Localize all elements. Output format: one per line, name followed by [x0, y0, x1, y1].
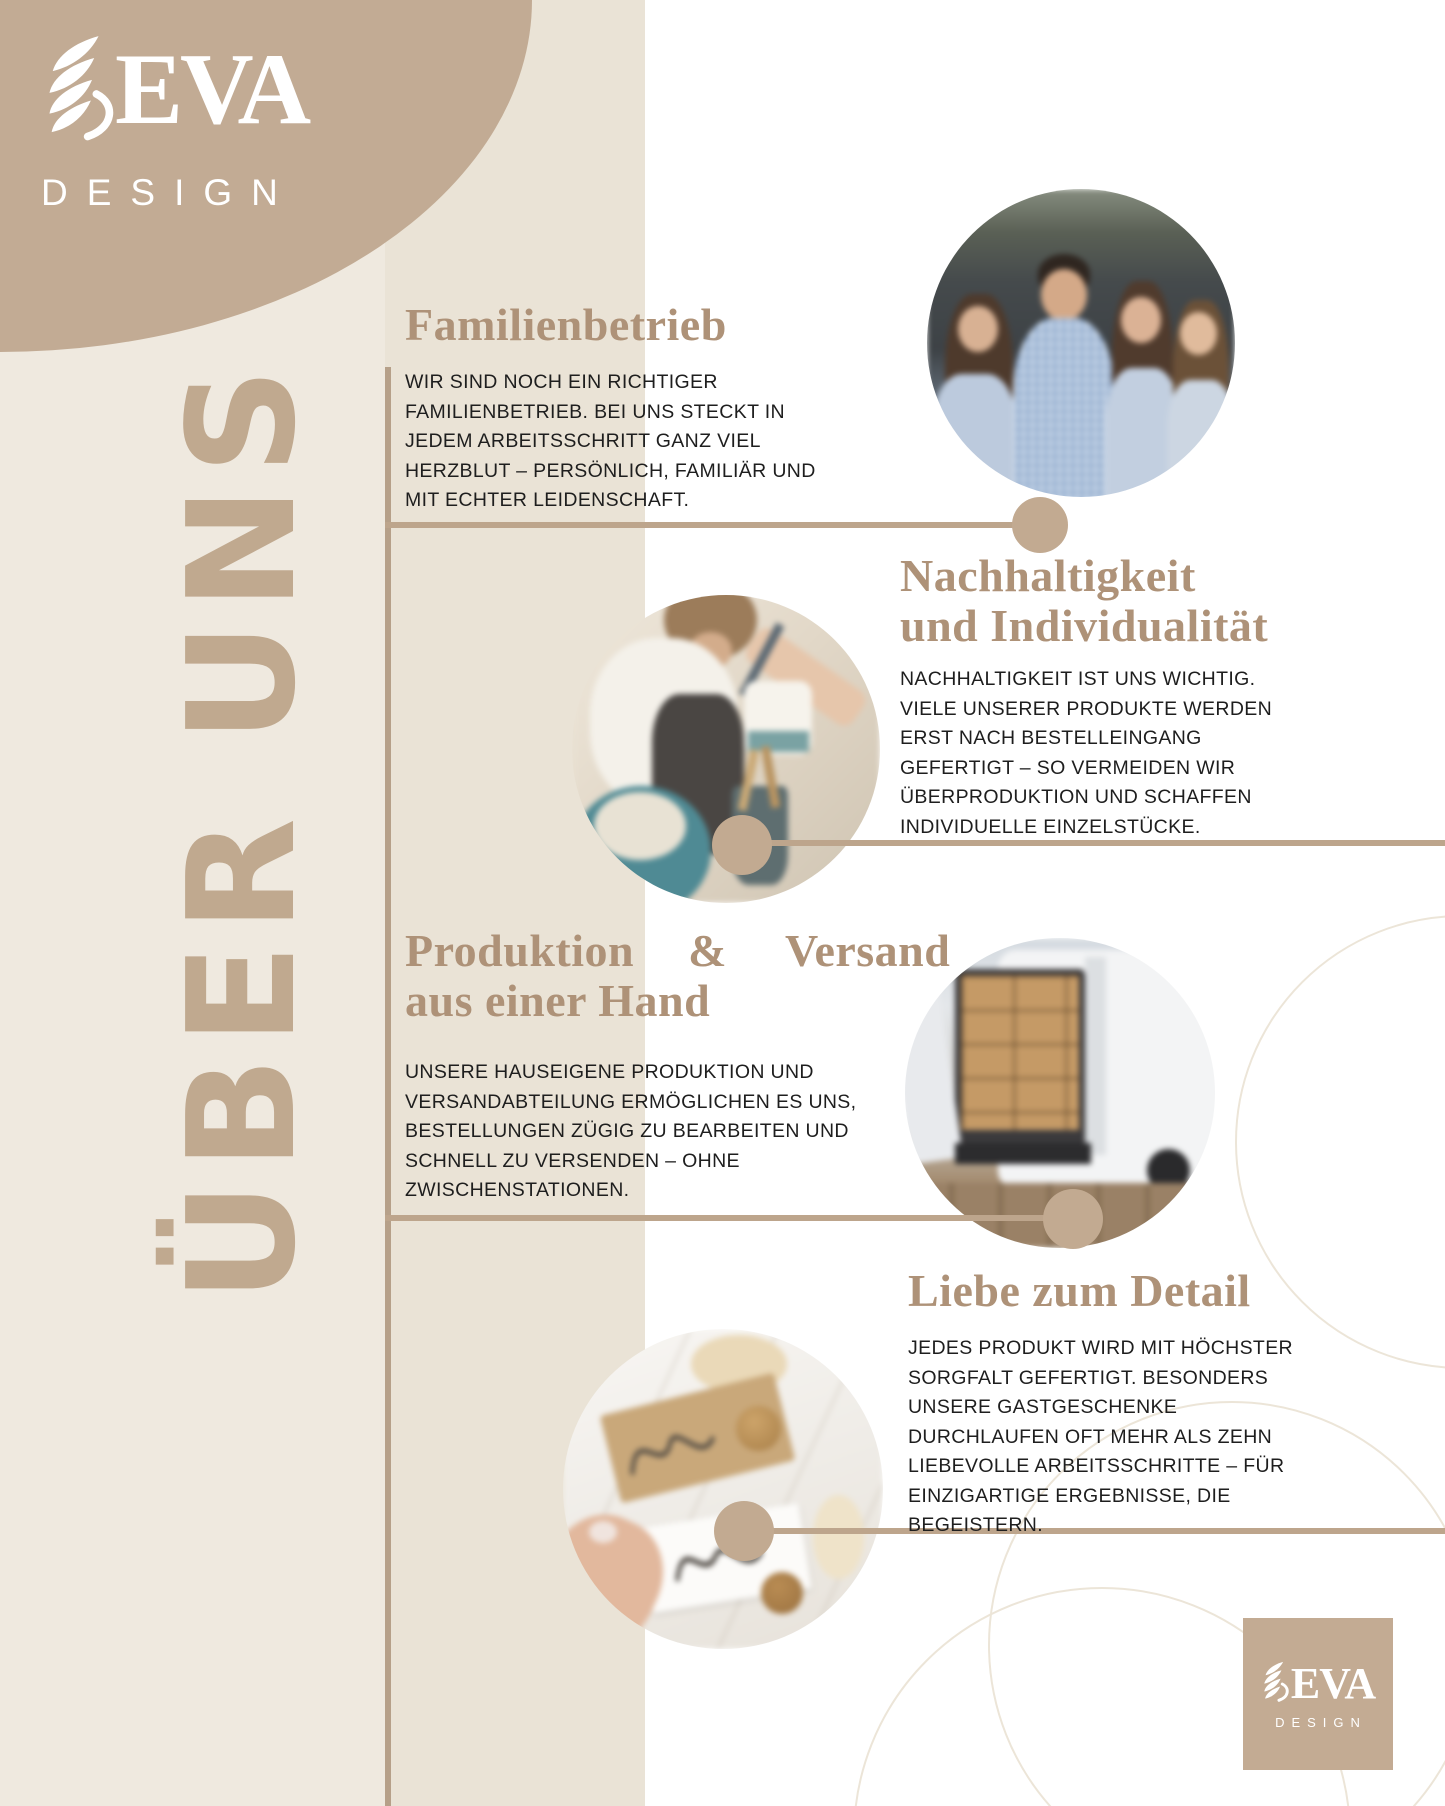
- body-line: GEFERTIGT – SO VERMEIDEN WIR: [900, 756, 1236, 779]
- timeline-dot: [714, 1501, 774, 1561]
- family-team-photo: [927, 189, 1235, 497]
- photo-shape: [958, 306, 998, 352]
- wax-seal-shape: [761, 1572, 803, 1614]
- decorative-circle-outline: [1235, 915, 1445, 1369]
- title-part: Produktion: [405, 925, 635, 976]
- body-line: SCHNELL ZU VERSENDEN – OHNE: [405, 1149, 740, 1172]
- timeline-vertical-line: [385, 367, 391, 1806]
- section-nachhaltigkeit-body: [900, 665, 1272, 842]
- body-line: LIEBEVOLLE ARBEITSSCHRITTE – FÜR: [908, 1455, 1285, 1477]
- body-line: INDIVIDUELLE EINZELSTÜCKE.: [900, 815, 1201, 838]
- leaf-icon: [1261, 1661, 1291, 1707]
- brand-name: EVA: [115, 33, 309, 146]
- body-line: WIR SIND NOCH EIN RICHTIGER: [405, 371, 718, 393]
- section-familienbetrieb-title: Familienbetrieb: [405, 299, 727, 350]
- timeline-connector: [385, 522, 1040, 528]
- timeline-connector: [385, 1215, 1073, 1221]
- section-familienbetrieb-body: [405, 368, 816, 516]
- brand-logo-footer: [1243, 1618, 1393, 1770]
- leaf-icon: [39, 34, 121, 154]
- body-line: ÜBERPRODUKTION UND SCHAFFEN: [900, 786, 1252, 808]
- section-produktion-versand-title: [405, 926, 950, 1026]
- body-line: FAMILIENBETRIEB. BEI UNS STECKT IN: [405, 400, 785, 423]
- title-line: und Individualität: [900, 600, 1269, 651]
- photo-illustration: [927, 189, 1235, 497]
- body-line: EINZIGARTIGE ERGEBNISSE, DIE: [908, 1484, 1231, 1507]
- brand-logo: [39, 20, 459, 230]
- title-line: [405, 926, 950, 976]
- wax-seal-shape: [736, 1406, 781, 1451]
- body-line: BESTELLUNGEN ZÜGIG ZU BEARBEITEN UND: [405, 1120, 849, 1142]
- body-line: ZWISCHENSTATIONEN.: [405, 1179, 630, 1201]
- section-liebe-zum-detail-body: [908, 1334, 1293, 1541]
- title-line: aus einer Hand: [405, 975, 711, 1026]
- timeline-dot: [712, 815, 772, 875]
- photo-shape: [813, 1495, 864, 1578]
- body-line: JEDES PRODUKT WIRD MIT HÖCHSTER: [908, 1337, 1293, 1359]
- body-line: MIT ECHTER LEIDENSCHAFT.: [405, 489, 690, 511]
- body-line: HERZBLUT – PERSÖNLICH, FAMILIÄR UND: [405, 459, 816, 482]
- timeline-dot: [1043, 1189, 1103, 1249]
- brand-logo-row: [1261, 1658, 1375, 1709]
- brand-subtitle: DESIGN: [1275, 1715, 1367, 1730]
- photo-shape: [1121, 297, 1161, 343]
- photo-illustration: [563, 1329, 883, 1649]
- title-part: Versand: [784, 925, 951, 976]
- body-line: VIELE UNSERER PRODUKTE WERDEN: [900, 697, 1273, 720]
- brand-subtitle: DESIGN: [41, 172, 297, 213]
- photo-shape: [961, 975, 1079, 1130]
- body-line: DURCHLAUFEN OFT MEHR ALS ZEHN: [908, 1425, 1273, 1448]
- photo-shape: [955, 1143, 1091, 1165]
- page-title: ÜBER UNS: [156, 355, 328, 1302]
- body-line: SORGFALT GEFERTIGT. BESONDERS: [908, 1366, 1269, 1389]
- photo-shape: [1085, 957, 1107, 1155]
- photo-shape: [1180, 312, 1217, 355]
- photo-shape: [594, 792, 686, 860]
- body-line: VERSANDABTEILUNG ERMÖGLICHEN ES UNS,: [405, 1090, 857, 1113]
- timeline-dot: [1012, 497, 1068, 553]
- photo-shape: [1167, 380, 1235, 497]
- photo-shape: [1013, 318, 1115, 497]
- body-line: ERST NACH BESTELLEINGANG: [900, 727, 1202, 749]
- title-part: &: [688, 925, 727, 976]
- photo-shape: [933, 374, 1016, 497]
- photo-shape: [748, 731, 810, 753]
- section-produktion-versand-body: [405, 1058, 856, 1206]
- body-line: UNSERE HAUSEIGENE PRODUKTION UND: [405, 1061, 814, 1083]
- section-nachhaltigkeit-title: [900, 551, 1268, 651]
- place-cards-photo: [563, 1329, 883, 1649]
- body-line: NACHHALTIGKEIT IST UNS WICHTIG.: [900, 668, 1256, 690]
- brand-name: EVA: [1290, 1659, 1376, 1708]
- title-line: Nachhaltigkeit: [900, 550, 1196, 601]
- body-line: UNSERE GASTGESCHENKE: [908, 1396, 1178, 1418]
- body-line: BEGEISTERN.: [908, 1514, 1043, 1536]
- body-line: JEDEM ARBEITSSCHRITT GANZ VIEL: [405, 430, 761, 452]
- section-liebe-zum-detail-title: Liebe zum Detail: [908, 1265, 1251, 1316]
